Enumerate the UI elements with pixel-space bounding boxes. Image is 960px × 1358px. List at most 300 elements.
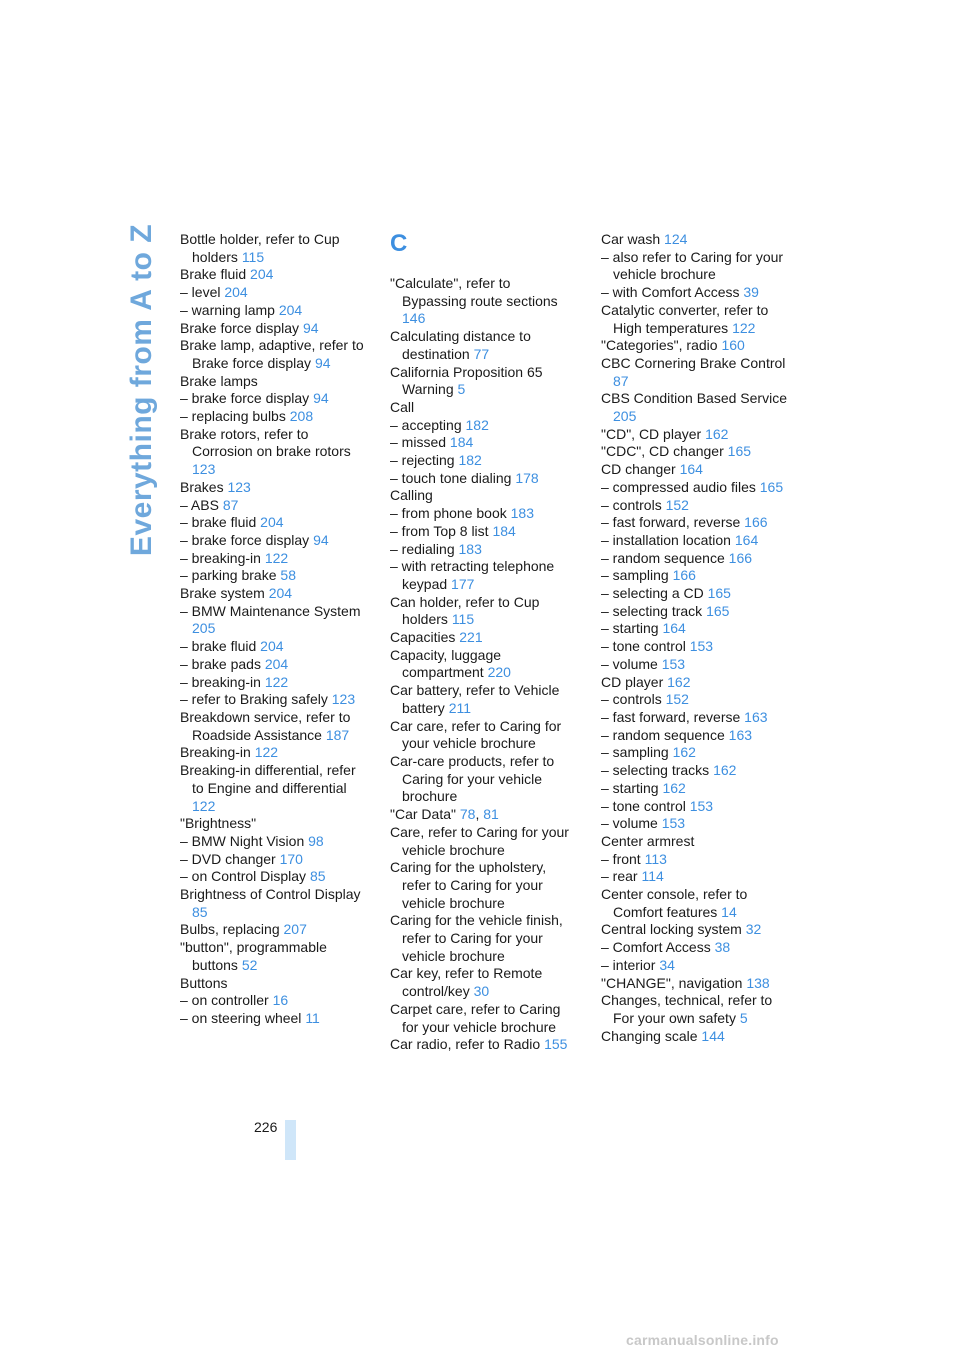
page-reference-link[interactable]: 113 — [644, 850, 667, 867]
index-entry — [390, 629, 578, 647]
index-column-2 — [390, 231, 578, 1054]
page-reference-link[interactable]: 162 — [705, 425, 729, 442]
index-entry — [180, 497, 368, 515]
index-entry-text: – brake fluid — [180, 638, 257, 655]
page-number-bar — [285, 1120, 296, 1160]
index-entry — [601, 638, 789, 656]
page-reference-link[interactable]: 170 — [279, 850, 303, 867]
page-reference-link[interactable]: 182 — [465, 416, 489, 433]
index-entry — [180, 851, 368, 869]
index-entry — [180, 868, 368, 886]
page-reference-link[interactable]: 146 — [402, 310, 426, 327]
index-entry — [390, 912, 578, 965]
index-entry-text: CD player — [601, 673, 664, 690]
page-reference-link[interactable]: 87 — [222, 496, 239, 513]
page-reference-link[interactable]: 184 — [449, 434, 474, 451]
index-entry — [180, 514, 368, 532]
page-reference-link[interactable]: 5 — [739, 1009, 748, 1026]
page-reference-link[interactable]: 164 — [679, 461, 703, 478]
index-entry-text: Bottle holder, refer to Cup holders — [180, 231, 340, 265]
index-entry — [601, 461, 789, 479]
index-entry — [390, 558, 578, 593]
index-entry — [180, 390, 368, 408]
index-entry-text: – controls — [601, 496, 662, 513]
page-reference-link[interactable]: 160 — [721, 337, 745, 354]
page-reference-link[interactable]: 165 — [707, 585, 731, 602]
page-reference-link[interactable]: 163 — [744, 708, 768, 725]
page-reference-link[interactable]: 5 — [457, 381, 466, 398]
page-reference-link[interactable]: 30 — [473, 983, 490, 1000]
page-reference-link[interactable]: 77 — [473, 345, 490, 362]
index-entry — [180, 231, 368, 266]
index-entry — [601, 780, 789, 798]
page-reference-link[interactable]: 183 — [458, 540, 482, 557]
index-entry — [390, 434, 578, 452]
index-entry-text: Buttons — [180, 974, 228, 991]
index-entry — [390, 399, 578, 417]
index-entry-text: – brake pads — [180, 655, 261, 672]
page-reference-link[interactable]: 187 — [325, 726, 350, 743]
page-reference-link[interactable]: 78 — [459, 806, 476, 823]
index-entry — [601, 851, 789, 869]
letter-heading: C — [390, 230, 408, 257]
page-reference-link[interactable]: 94 — [302, 319, 319, 336]
index-entry — [601, 1028, 789, 1046]
index-entry — [180, 320, 368, 338]
index-entry — [601, 603, 789, 621]
page-reference-link[interactable]: 163 — [728, 726, 753, 743]
index-entry-text: CD changer — [601, 461, 676, 478]
index-entry-text: "Categories", radio — [601, 337, 718, 354]
index-entry — [180, 532, 368, 550]
page-reference-link[interactable]: 204 — [260, 638, 284, 655]
index-entry-text: Changes, technical, refer to For your own safety — [601, 992, 773, 1026]
page-reference-link[interactable]: 122 — [192, 797, 216, 814]
page-reference-link[interactable]: 204 — [224, 284, 248, 301]
index-entry — [601, 585, 789, 603]
index-entry-text: Call — [390, 398, 415, 415]
index-entry — [180, 691, 368, 709]
index-entry-text: – fast forward, reverse — [601, 514, 741, 531]
page-reference-link[interactable]: 220 — [487, 664, 511, 681]
page-reference-link[interactable]: 164 — [734, 531, 759, 548]
side-title — [124, 223, 160, 557]
index-entry — [601, 992, 789, 1027]
index-entry — [390, 594, 578, 629]
index-entry — [180, 337, 368, 372]
index-column-1 — [180, 231, 368, 1028]
index-entry-text: "button", programmable buttons — [180, 939, 327, 973]
page-reference-link[interactable]: 184 — [492, 522, 516, 539]
index-entry — [601, 744, 789, 762]
index-entry — [180, 373, 368, 391]
index-entry — [180, 939, 368, 974]
page-reference-link[interactable]: 152 — [665, 496, 689, 513]
index-entry-text: – on Control Display — [180, 868, 307, 885]
index-entry-text: – controls — [601, 691, 662, 708]
index-entry-text: Breakdown service, refer to Roadside Assistance — [180, 708, 351, 743]
page-reference-link[interactable]: 162 — [662, 779, 686, 796]
index-entry — [390, 523, 578, 541]
index-entry — [390, 647, 578, 682]
page-reference-link[interactable]: 32 — [745, 921, 762, 938]
index-entry-text: – random sequence — [601, 726, 725, 743]
index-entry-text: – volume — [601, 655, 658, 672]
index-entry-text: – replacing bulbs — [180, 408, 286, 425]
index-entry — [180, 302, 368, 320]
page-reference-link[interactable]: 204 — [278, 301, 303, 318]
index-entry-text: Breaking-in — [180, 744, 251, 761]
index-entry — [180, 603, 368, 638]
index-entry — [601, 674, 789, 692]
page-reference-link[interactable]: 165 — [706, 602, 730, 619]
index-entry-text: "CHANGE", navigation — [601, 974, 743, 991]
index-entry-text: Changing scale — [601, 1027, 698, 1044]
index-entry-text: – brake force display — [180, 390, 310, 407]
index-entry-text: – with retracting telephone keypad — [390, 558, 555, 592]
index-entry-text: – refer to Braking safely — [180, 691, 328, 708]
index-entry — [390, 965, 578, 1000]
page-reference-link[interactable]: 164 — [662, 620, 686, 637]
index-entry — [601, 390, 789, 425]
index-entry — [601, 550, 789, 568]
index-entry — [390, 328, 578, 363]
page-reference-link[interactable]: 204 — [250, 266, 274, 283]
page-reference-link[interactable]: 38 — [714, 939, 731, 956]
page-reference-link[interactable]: 153 — [689, 797, 714, 814]
page-reference-link[interactable]: 162 — [667, 673, 691, 690]
page-reference-link[interactable]: 115 — [451, 611, 475, 628]
index-entry — [601, 975, 789, 993]
index-entry-text: – accepting — [390, 416, 462, 433]
index-entry — [390, 487, 578, 505]
index-entry-text: Brake fluid — [180, 266, 247, 283]
page-reference-link[interactable]: 39 — [743, 284, 759, 301]
index-entry — [601, 249, 789, 284]
index-entry-text: – compressed audio files — [601, 478, 756, 495]
index-entry — [601, 886, 789, 921]
index-entry-text: Catalytic converter, refer to High temperatures — [601, 301, 769, 336]
page-reference-link[interactable]: 221 — [459, 629, 483, 646]
index-entry — [390, 541, 578, 559]
index-entry — [601, 798, 789, 816]
index-entry-text: Car radio, refer to Radio — [390, 1036, 541, 1053]
index-entry — [180, 567, 368, 585]
index-entry — [180, 1010, 368, 1028]
index-entry — [390, 753, 578, 806]
index-entry-text: – warning lamp — [180, 301, 275, 318]
page-reference-link[interactable]: 152 — [665, 691, 689, 708]
page-reference-link[interactable]: 85 — [309, 868, 326, 885]
index-entry — [601, 868, 789, 886]
index-entry-text: – selecting track — [601, 602, 703, 619]
index-entry — [390, 470, 578, 488]
index-entry — [601, 957, 789, 975]
index-entry — [180, 762, 368, 815]
index-entry — [390, 364, 578, 399]
page-reference-link[interactable]: 182 — [458, 452, 482, 469]
page-reference-link[interactable]: 115 — [241, 248, 265, 265]
index-entry — [180, 479, 368, 497]
page-reference-link[interactable]: 14 — [721, 903, 737, 920]
index-entry-text: – fast forward, reverse — [601, 708, 741, 725]
page-reference-link[interactable]: 114 — [641, 868, 664, 885]
page-reference-link[interactable]: 34 — [659, 956, 675, 973]
index-entry-text: Central locking system — [601, 921, 742, 938]
page-reference-link[interactable]: 153 — [661, 815, 686, 832]
index-entry — [601, 656, 789, 674]
index-entry — [180, 709, 368, 744]
index-entry — [180, 975, 368, 993]
index-entry-text: Breaking-in differential, refer to Engine and differential — [180, 762, 356, 796]
index-entry-text: Car-care products, refer to Caring for your vehicle brochure — [390, 752, 555, 805]
page-reference-link[interactable]: 207 — [283, 921, 307, 938]
index-entry-text: Brightness of Control Display — [180, 886, 361, 903]
index-entry-text: "CD", CD player — [601, 425, 702, 442]
index-entry — [390, 275, 578, 328]
index-entry-text: Calculating distance to destination — [390, 328, 531, 362]
index-entry-text: "Car Data" — [390, 806, 456, 823]
index-entry — [390, 1001, 578, 1036]
page-reference-link[interactable]: 178 — [515, 469, 539, 486]
index-entry-text: – volume — [601, 815, 658, 832]
index-entry — [601, 567, 789, 585]
index-entry-text: – touch tone dialing — [390, 469, 512, 486]
page-reference-link[interactable]: 166 — [744, 514, 768, 531]
page-reference-link[interactable]: 155 — [544, 1036, 568, 1053]
index-entry-text: – breaking-in — [180, 673, 261, 690]
index-entry-text: Can holder, refer to Cup holders — [390, 593, 540, 628]
index-entry-text: California Proposition 65 Warning — [390, 363, 543, 398]
index-entry — [601, 709, 789, 727]
index-entry — [601, 497, 789, 515]
index-entry-text: – breaking-in — [180, 549, 261, 566]
index-entry-text: – also refer to Caring for your vehicle brochure — [601, 248, 784, 283]
page-reference-link[interactable]: 204 — [268, 585, 293, 602]
index-entry — [601, 762, 789, 780]
page-reference-link[interactable]: 166 — [728, 549, 753, 566]
index-entry — [180, 921, 368, 939]
page-reference-link[interactable]: 165 — [759, 478, 784, 495]
index-entry — [180, 266, 368, 284]
page-reference-link[interactable]: 94 — [313, 390, 329, 407]
side-title-text: Everything from A to Z — [125, 223, 158, 557]
index-entry-text: – random sequence — [601, 549, 725, 566]
page-reference-link[interactable]: 166 — [672, 567, 696, 584]
index-entry-text: Capacity, luggage compartment — [390, 646, 502, 681]
page-reference-link[interactable]: 204 — [264, 655, 289, 672]
page-reference-link[interactable]: 16 — [272, 992, 289, 1009]
index-entry — [180, 408, 368, 426]
page-reference-link[interactable]: 122 — [254, 744, 279, 761]
index-entry — [180, 638, 368, 656]
index-entry-text: "Calculate", refer to Bypassing route sections — [390, 275, 558, 309]
index-entry — [601, 815, 789, 833]
index-entry-text: – installation location — [601, 531, 731, 548]
index-entry-text: – interior — [601, 956, 656, 973]
index-entry-text: – BMW Maintenance System — [180, 602, 361, 619]
index-entry — [180, 744, 368, 762]
index-entry — [390, 859, 578, 912]
index-entry — [390, 718, 578, 753]
page-reference-link[interactable]: 153 — [661, 655, 686, 672]
page-reference-link[interactable]: 123 — [227, 478, 251, 495]
index-entry-text: – on steering wheel — [180, 1009, 302, 1026]
page-reference-link[interactable]: 183 — [510, 505, 534, 522]
page-reference-link[interactable]: 98 — [308, 832, 324, 849]
page-reference-link[interactable]: 122 — [732, 319, 756, 336]
index-entry — [390, 505, 578, 523]
page-number: 226 — [254, 1119, 278, 1135]
page-reference-link[interactable]: 208 — [289, 408, 314, 425]
index-entry — [180, 550, 368, 568]
index-entry — [180, 284, 368, 302]
index-entry — [180, 656, 368, 674]
page-reference-link[interactable]: 165 — [727, 443, 752, 460]
index-entry-text: Care, refer to Caring for your vehicle brochure — [390, 823, 569, 858]
index-entry — [601, 691, 789, 709]
index-entry-text: Car care, refer to Caring for your vehicle brochure — [390, 717, 562, 752]
page-reference-link[interactable]: 205 — [613, 408, 637, 425]
index-entry — [390, 682, 578, 717]
index-entry-text: – tone control — [601, 797, 686, 814]
index-entry-text: – redialing — [390, 540, 455, 557]
page-reference-link[interactable]: 85 — [192, 903, 208, 920]
index-entry — [601, 833, 789, 851]
index-entry-text: – with Comfort Access — [601, 284, 740, 301]
index-entry-text: – from Top 8 list — [390, 522, 489, 539]
index-entry-text: Caring for the upholstery, refer to Caring for your vehicle brochure — [390, 859, 547, 911]
page-reference-link[interactable]: 138 — [746, 974, 770, 991]
index-entry — [601, 939, 789, 957]
index-entry — [601, 727, 789, 745]
page-reference-link[interactable]: 87 — [613, 372, 629, 389]
index-entry — [601, 514, 789, 532]
page-reference-link[interactable]: 52 — [241, 956, 258, 973]
index-entry — [601, 337, 789, 355]
index-entry-text: – Comfort Access — [601, 939, 711, 956]
index-entry-text: – missed — [390, 434, 447, 451]
page-reference-link[interactable]: 122 — [264, 673, 289, 690]
index-entry-text: – starting — [601, 620, 659, 637]
index-entry — [180, 815, 368, 833]
index-entry-text: CBS Condition Based Service — [601, 390, 787, 407]
index-entry-text: Capacities — [390, 629, 456, 646]
index-entry — [390, 1036, 578, 1054]
index-entry-text: Brake system — [180, 585, 265, 602]
index-entry — [390, 417, 578, 435]
page-reference-link[interactable]: 122 — [264, 549, 289, 566]
index-entry-text: – sampling — [601, 567, 669, 584]
index-entry — [601, 443, 789, 461]
index-entry — [601, 355, 789, 390]
index-entry-text: – DVD changer — [180, 850, 276, 867]
index-column-3 — [601, 231, 789, 1045]
index-entry-text: – front — [601, 850, 641, 867]
index-entry-text: Brake rotors, refer to Corrosion on brake rotors — [180, 425, 351, 460]
index-entry — [601, 231, 789, 249]
index-entry-text: "CDC", CD changer — [601, 443, 724, 460]
index-entry — [180, 833, 368, 851]
index-entry-text: Bulbs, replacing — [180, 921, 280, 938]
page-reference-link[interactable]: 94 — [313, 531, 329, 548]
index-entry-text: – brake fluid — [180, 514, 257, 531]
index-entry — [180, 426, 368, 479]
index-entry-text: Car wash — [601, 231, 661, 247]
index-entry-text: – from phone book — [390, 505, 507, 522]
page-reference-link[interactable]: 123 — [192, 461, 216, 478]
page-reference-link[interactable]: 94 — [314, 354, 331, 371]
watermark: carmanualsonline.info — [626, 1332, 779, 1348]
index-entry-text: Center console, refer to Comfort features — [601, 886, 748, 920]
index-entry-text: – brake force display — [180, 531, 310, 548]
index-entry — [180, 886, 368, 921]
index-entry-text: – ABS — [180, 496, 219, 513]
index-entry-text: – selecting tracks — [601, 762, 710, 779]
index-entry-text: Brake lamp, adaptive, refer to Brake force display — [180, 337, 364, 371]
index-entry-text: Brake force display — [180, 319, 300, 336]
page-reference-link[interactable]: 177 — [451, 575, 475, 592]
page-reference-link[interactable]: 144 — [701, 1027, 725, 1044]
page-reference-link[interactable]: 211 — [448, 699, 472, 716]
index-entry-text: Car key, refer to Remote control/key — [390, 965, 543, 1000]
page-reference-link[interactable]: 162 — [713, 762, 737, 779]
index-entry — [601, 479, 789, 497]
index-entry-text: – rear — [601, 868, 638, 885]
page-reference-link[interactable]: 205 — [192, 620, 216, 637]
index-entry — [601, 284, 789, 302]
index-entry-text: Carpet care, refer to Caring for your vehicle brochure — [390, 1000, 561, 1035]
index-entry-text: – rejecting — [390, 452, 455, 469]
index-entry-text: "Brightness" — [180, 815, 257, 832]
page-reference-link[interactable]: 153 — [689, 638, 714, 655]
index-entry — [180, 992, 368, 1010]
index-entry-text: – BMW Night Vision — [180, 832, 305, 849]
index-entry-text: – starting — [601, 779, 659, 796]
index-entry-text: Center armrest — [601, 832, 695, 849]
index-entry — [180, 585, 368, 603]
index-entry-text: – sampling — [601, 744, 669, 761]
index-entry-text: Caring for the vehicle finish, refer to Caring for your vehicle brochure — [390, 912, 563, 964]
index-entry-text: Brakes — [180, 478, 224, 495]
index-entry — [601, 426, 789, 444]
index-entry — [601, 302, 789, 337]
index-entry-text: CBC Cornering Brake Control — [601, 354, 786, 371]
index-entry — [601, 921, 789, 939]
page-reference-link[interactable]: 11 — [305, 1009, 320, 1026]
index-entry-text: Calling — [390, 487, 433, 504]
index-entry-text: Car battery, refer to Vehicle battery — [390, 682, 560, 716]
index-entry-text: – on controller — [180, 992, 269, 1009]
page-reference-link[interactable]: 58 — [280, 567, 296, 584]
index-entry-text: – tone control — [601, 638, 686, 655]
page-reference-link[interactable]: 124 — [664, 231, 688, 247]
index-entry: "Car Data" 78, 81 — [390, 806, 499, 823]
index-entry-text: – parking brake — [180, 567, 277, 584]
index-entry — [390, 824, 578, 859]
index-entry — [180, 674, 368, 692]
page-reference-link[interactable]: 204 — [260, 514, 284, 531]
page-reference-link[interactable]: 123 — [331, 691, 356, 708]
index-entry-text: – selecting a CD — [601, 585, 704, 602]
index-entry — [390, 452, 578, 470]
index-entry — [601, 532, 789, 550]
index-entry — [601, 620, 789, 638]
index-entry-text: – level — [180, 284, 221, 301]
page-reference-link[interactable]: 162 — [672, 744, 696, 761]
index-entry-text: Brake lamps — [180, 372, 258, 389]
page-reference-link[interactable]: 81 — [483, 806, 499, 823]
